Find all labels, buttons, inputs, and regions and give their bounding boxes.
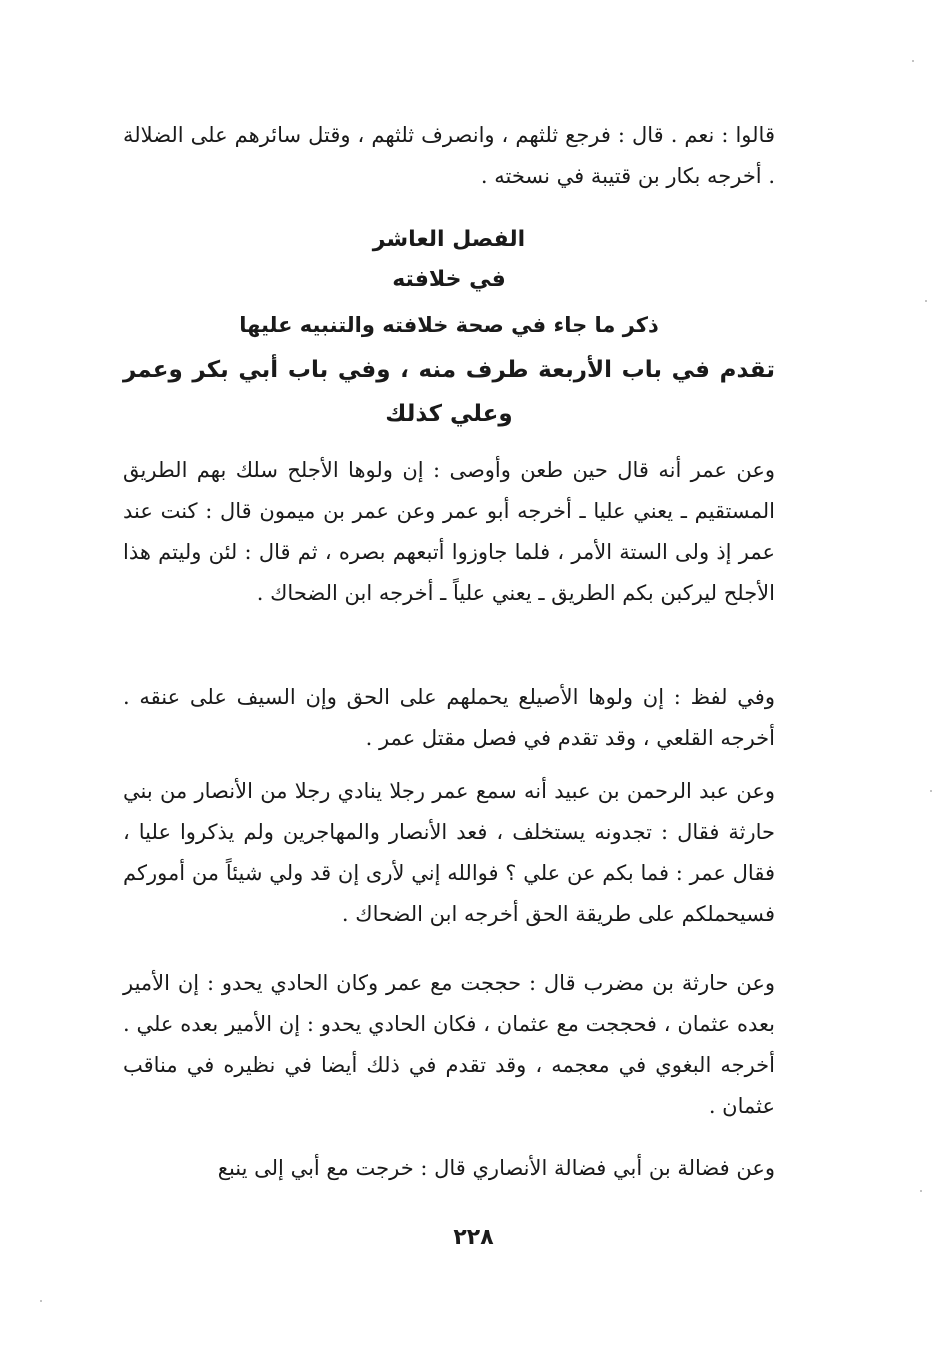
section-note: تقدم في باب الأربعة طرف منه ، وفي باب أبي بكر وعمر وعلي كذلك [123,357,775,427]
scan-speck [40,1300,42,1302]
scan-speck [930,790,932,792]
paragraph-continuation: قالوا : نعم . قال : فرجع ثلثهم ، وانصرف ثلثهم ، وقتل سائرهم على الضلالة . أخرجه بكار بن قتيبة في نسخته . [123,123,775,188]
chapter-subtitle: في خلافته [392,267,506,292]
paragraph-2: وفي لفظ : إن ولوها الأصيلع يحملهم على الحق وإن السيف على عنقه . أخرجه القلعي ، وقد تقدم في فصل مقتل عمر . [123,685,775,750]
paragraph-4: وعن حارثة بن مضرب قال : حججت مع عمر وكان الحادي يحدو : إن الأمير بعده عثمان ، فحججت مع عثمان ، فكان الحادي يحدو : إن الأمير بعده علي . أخرجه البغوي في معجمه ، وقد تقدم في ذلك أيضا في نظيره في مناقب عثمان . [123,971,775,1118]
paragraph-5: وعن فضالة بن أبي فضالة الأنصاري قال : خرجت مع أبي إلى ينبع [217,1156,775,1180]
paragraph-3: وعن عبد الرحمن بن عبيد أنه سمع عمر رجلا ينادي رجلا من الأنصار من بني حارثة فقال : تجدونه يستخلف ، فعد الأنصار والمهاجرين ولم يذكروا عليا ، فقال عمر : فما بكم عن علي ؟ فوالله إني لأرى إن قد ولي شيئاً من أموركم فسيحملكم على طريقة الحق أخرجه ابن الضحاك . [123,779,775,926]
chapter-title: الفصل العاشر [372,227,526,252]
page-number: ٢٢٨ [453,1225,494,1250]
paragraph-1: وعن عمر أنه قال حين طعن وأوصى : إن ولوها الأجلح سلك بهم الطريق المستقيم ـ يعني عليا ـ أخرجه أبو عمر وعن عمر بن ميمون قال : كنت عند عمر إذ ولى الستة الأمر ، فلما جاوزوا أتبعهم بصره ، ثم قال : لئن وليتم هذا الأجلح ليركبن بكم الطريق ـ يعني علياً ـ أخرجه ابن الضحاك . [123,458,775,605]
scan-speck [912,60,914,62]
scan-speck [920,1190,922,1192]
section-title: ذكر ما جاء في صحة خلافته والتنبيه عليها [239,313,659,337]
scan-speck [925,300,927,302]
